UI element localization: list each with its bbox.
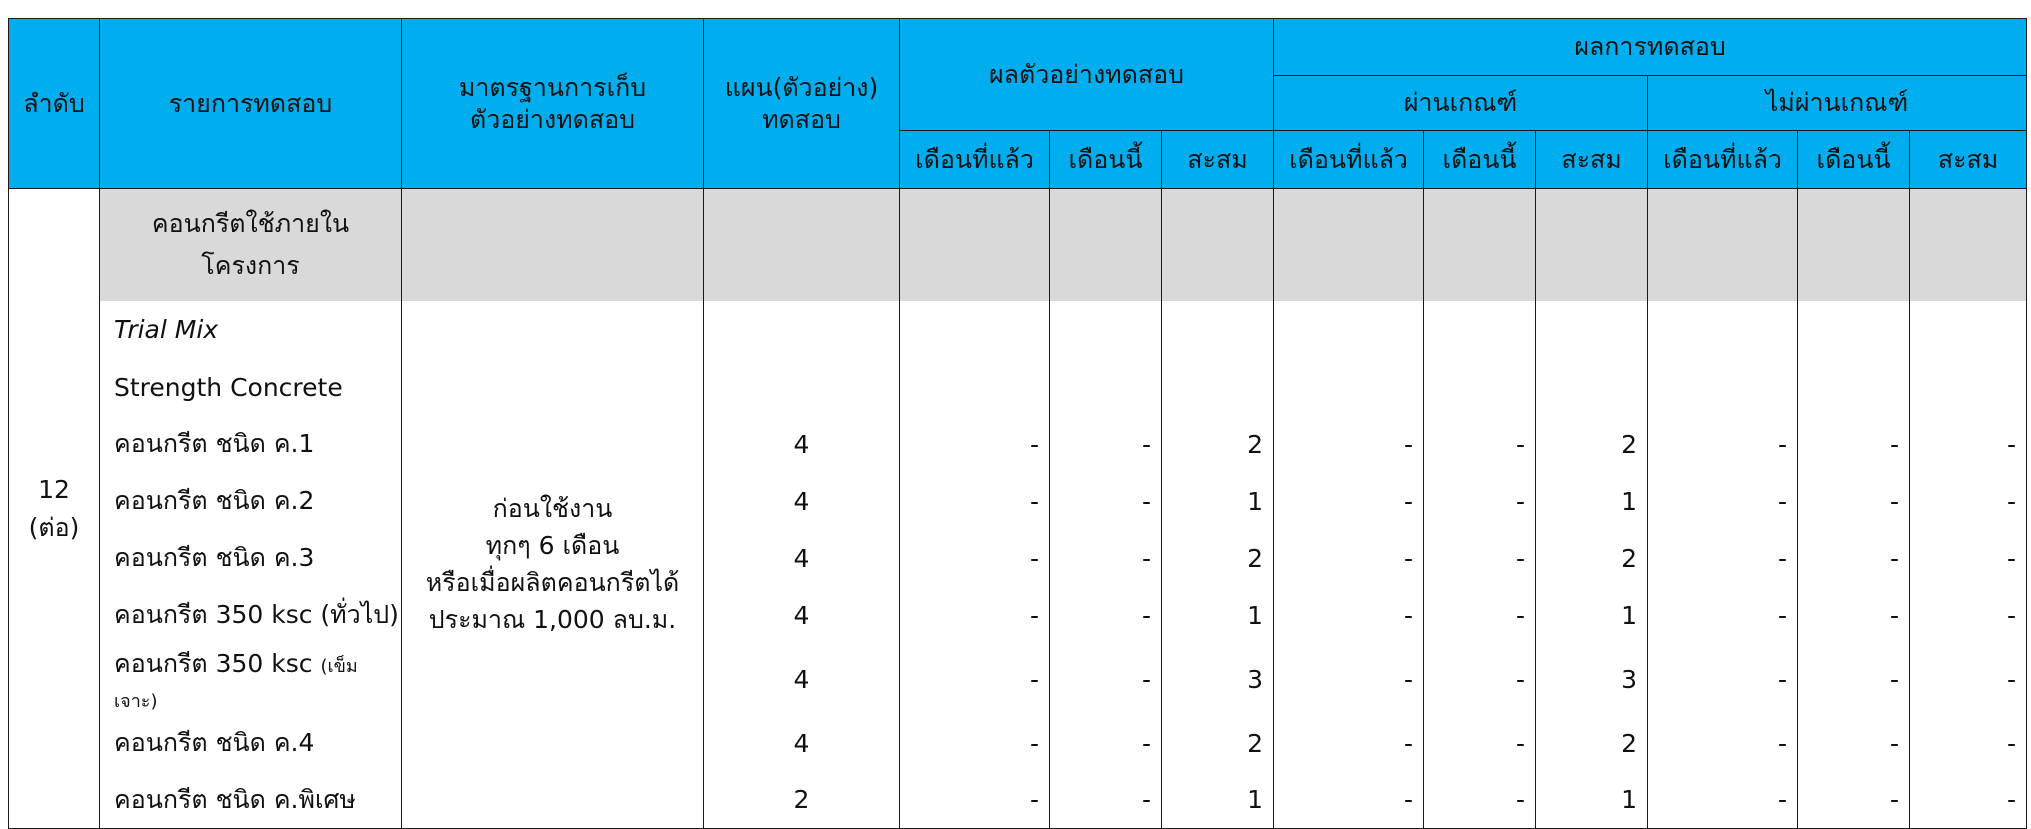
- header-pass-this-month: เดือนนี้: [1424, 131, 1536, 189]
- header-sample-this-month: เดือนนี้: [1050, 131, 1162, 189]
- row-pass-this-month: -: [1424, 473, 1536, 530]
- subheading-strength-concrete: Strength Concrete: [100, 359, 402, 416]
- row-sample-last-month: -: [900, 473, 1050, 530]
- row-fail-cumulative: -: [1910, 644, 2027, 715]
- row-fail-last-month: -: [1648, 715, 1798, 772]
- empty-cell: [1050, 301, 1162, 359]
- row-sample-cumulative: 1: [1162, 772, 1274, 829]
- row-pass-this-month: -: [1424, 416, 1536, 473]
- empty-cell: [1910, 301, 2027, 359]
- row-sample-cumulative: 1: [1162, 473, 1274, 530]
- band-cell: [1424, 189, 1536, 301]
- band-cell: [1162, 189, 1274, 301]
- row-pass-cumulative: 2: [1536, 530, 1648, 587]
- row-pass-cumulative: 1: [1536, 772, 1648, 829]
- row-plan: 4: [704, 587, 900, 644]
- header-plan-line1: แผน(ตัวอย่าง): [724, 72, 879, 102]
- table-body: [9, 189, 2027, 829]
- table-row: [9, 772, 2027, 829]
- row-sample-this-month: -: [1050, 530, 1162, 587]
- row-plan: 4: [704, 416, 900, 473]
- empty-cell: [1648, 301, 1798, 359]
- header-fail-group: ไม่ผ่านเกณฑ์: [1648, 76, 2027, 131]
- row-item: คอนกรีต ชนิด ค.พิเศษ: [100, 772, 402, 829]
- table-row: [9, 473, 2027, 530]
- row-pass-last-month: -: [1274, 772, 1424, 829]
- row-sample-cumulative: 2: [1162, 416, 1274, 473]
- table-row: [9, 715, 2027, 772]
- row-fail-cumulative: -: [1910, 530, 2027, 587]
- row-pass-this-month: -: [1424, 530, 1536, 587]
- row-pass-this-month: -: [1424, 644, 1536, 715]
- row-pass-cumulative: 2: [1536, 715, 1648, 772]
- subheading-trial-mix: Trial Mix: [100, 301, 402, 359]
- row-item-label: คอนกรีต 350 ksc: [114, 648, 321, 678]
- empty-cell: [1424, 359, 1536, 416]
- header-sample-group: ผลตัวอย่างทดสอบ: [900, 19, 1274, 131]
- empty-cell: [1162, 359, 1274, 416]
- empty-cell: [1798, 301, 1910, 359]
- row-pass-cumulative: 2: [1536, 416, 1648, 473]
- row-pass-this-month: -: [1424, 587, 1536, 644]
- row-item: คอนกรีต ชนิด ค.4: [100, 715, 402, 772]
- row-fail-cumulative: -: [1910, 587, 2027, 644]
- row-fail-cumulative: -: [1910, 715, 2027, 772]
- header-fail-last-month: เดือนที่แล้ว: [1648, 131, 1798, 189]
- row-fail-this-month: -: [1798, 772, 1910, 829]
- subheading-row: [9, 359, 2027, 416]
- row-fail-last-month: -: [1648, 530, 1798, 587]
- header-pass-last-month: เดือนที่แล้ว: [1274, 131, 1424, 189]
- row-fail-this-month: -: [1798, 715, 1910, 772]
- standard-line: หรือเมื่อผลิตคอนกรีตได้: [425, 568, 680, 598]
- row-pass-cumulative: 1: [1536, 473, 1648, 530]
- empty-cell: [1050, 359, 1162, 416]
- empty-cell: [1536, 359, 1648, 416]
- row-fail-this-month: -: [1798, 530, 1910, 587]
- header-sample-last-month: เดือนที่แล้ว: [900, 131, 1050, 189]
- table-row: [9, 530, 2027, 587]
- row-pass-this-month: -: [1424, 715, 1536, 772]
- row-sample-last-month: -: [900, 530, 1050, 587]
- band-cell: [1274, 189, 1424, 301]
- sequence-number: 12: [38, 474, 70, 504]
- row-fail-this-month: -: [1798, 473, 1910, 530]
- row-fail-last-month: -: [1648, 473, 1798, 530]
- empty-cell: [1274, 301, 1424, 359]
- header-standard-line1: มาตรฐานการเก็บ: [458, 72, 647, 102]
- row-sample-this-month: -: [1050, 715, 1162, 772]
- header-fail-this-month: เดือนนี้: [1798, 131, 1910, 189]
- row-fail-cumulative: -: [1910, 473, 2027, 530]
- row-pass-cumulative: 3: [1536, 644, 1648, 715]
- row-item: คอนกรีต ชนิด ค.1: [100, 416, 402, 473]
- row-fail-cumulative: -: [1910, 772, 2027, 829]
- row-sample-this-month: -: [1050, 473, 1162, 530]
- header-sample-cumulative: สะสม: [1162, 131, 1274, 189]
- sequence-cont: (ต่อ): [28, 512, 80, 542]
- row-sample-this-month: -: [1050, 772, 1162, 829]
- standard-line: ทุกๆ 6 เดือน: [485, 531, 620, 561]
- row-sample-this-month: -: [1050, 587, 1162, 644]
- row-sample-cumulative: 2: [1162, 715, 1274, 772]
- section-title-line2: โครงการ: [201, 250, 300, 280]
- subheading-row: [9, 301, 2027, 359]
- header-fail-cumulative: สะสม: [1910, 131, 2027, 189]
- header-standard: [402, 19, 704, 189]
- row-sample-this-month: -: [1050, 644, 1162, 715]
- empty-cell: [704, 359, 900, 416]
- empty-cell: [1424, 301, 1536, 359]
- row-sample-last-month: -: [900, 416, 1050, 473]
- header-pass-cumulative: สะสม: [1536, 131, 1648, 189]
- row-fail-cumulative: -: [1910, 416, 2027, 473]
- empty-cell: [1536, 301, 1648, 359]
- sequence-cell: [9, 189, 100, 829]
- row-sample-cumulative: 1: [1162, 587, 1274, 644]
- band-cell: [704, 189, 900, 301]
- standard-line: ประมาณ 1,000 ลบ.ม.: [428, 605, 677, 635]
- row-sample-last-month: -: [900, 587, 1050, 644]
- empty-cell: [1798, 359, 1910, 416]
- row-sample-cumulative: 3: [1162, 644, 1274, 715]
- row-item: คอนกรีต 350 ksc (ทั่วไป): [100, 587, 402, 644]
- row-item: [100, 644, 402, 715]
- row-pass-last-month: -: [1274, 473, 1424, 530]
- row-fail-last-month: -: [1648, 644, 1798, 715]
- empty-cell: [900, 301, 1050, 359]
- row-pass-cumulative: 1: [1536, 587, 1648, 644]
- band-cell: [1536, 189, 1648, 301]
- row-fail-last-month: -: [1648, 416, 1798, 473]
- table-header: [9, 19, 2027, 189]
- row-fail-last-month: -: [1648, 587, 1798, 644]
- header-seq: ลำดับ: [9, 19, 100, 189]
- band-cell: [1648, 189, 1798, 301]
- row-fail-this-month: -: [1798, 644, 1910, 715]
- row-pass-last-month: -: [1274, 530, 1424, 587]
- section-band-row: [9, 189, 2027, 301]
- header-standard-line2: ตัวอย่างทดสอบ: [469, 104, 636, 134]
- row-fail-this-month: -: [1798, 416, 1910, 473]
- empty-cell: [1648, 359, 1798, 416]
- test-results-table: [8, 18, 2027, 829]
- row-item: คอนกรีต ชนิด ค.2: [100, 473, 402, 530]
- empty-cell: [900, 359, 1050, 416]
- band-cell: [1910, 189, 2027, 301]
- table-row: [9, 587, 2027, 644]
- header-item: รายการทดสอบ: [100, 19, 402, 189]
- row-pass-last-month: -: [1274, 587, 1424, 644]
- row-plan: 4: [704, 473, 900, 530]
- band-cell: [1050, 189, 1162, 301]
- header-plan: [704, 19, 900, 189]
- row-pass-this-month: -: [1424, 772, 1536, 829]
- band-cell: [402, 189, 704, 301]
- empty-cell: [704, 301, 900, 359]
- header-result-group: ผลการทดสอบ: [1274, 19, 2027, 76]
- standard-cell: [402, 301, 704, 829]
- standard-line: ก่อนใช้งาน: [492, 494, 613, 524]
- row-sample-this-month: -: [1050, 416, 1162, 473]
- row-sample-last-month: -: [900, 772, 1050, 829]
- band-cell: [1798, 189, 1910, 301]
- empty-cell: [1910, 359, 2027, 416]
- row-plan: 2: [704, 772, 900, 829]
- row-fail-this-month: -: [1798, 587, 1910, 644]
- row-sample-cumulative: 2: [1162, 530, 1274, 587]
- row-item-note: (เข็มเจาะ): [114, 655, 358, 712]
- row-sample-last-month: -: [900, 644, 1050, 715]
- row-plan: 4: [704, 644, 900, 715]
- row-pass-last-month: -: [1274, 644, 1424, 715]
- empty-cell: [1162, 301, 1274, 359]
- row-pass-last-month: -: [1274, 715, 1424, 772]
- section-title: [100, 189, 402, 301]
- row-item: คอนกรีต ชนิด ค.3: [100, 530, 402, 587]
- row-fail-last-month: -: [1648, 772, 1798, 829]
- section-title-line1: คอนกรีตใช้ภายใน: [151, 208, 350, 238]
- row-plan: 4: [704, 715, 900, 772]
- header-plan-line2: ทดสอบ: [762, 104, 841, 134]
- table-row: [9, 416, 2027, 473]
- header-pass-group: ผ่านเกณฑ์: [1274, 76, 1648, 131]
- empty-cell: [1274, 359, 1424, 416]
- band-cell: [900, 189, 1050, 301]
- row-sample-last-month: -: [900, 715, 1050, 772]
- row-plan: 4: [704, 530, 900, 587]
- table-row: [9, 644, 2027, 715]
- row-pass-last-month: -: [1274, 416, 1424, 473]
